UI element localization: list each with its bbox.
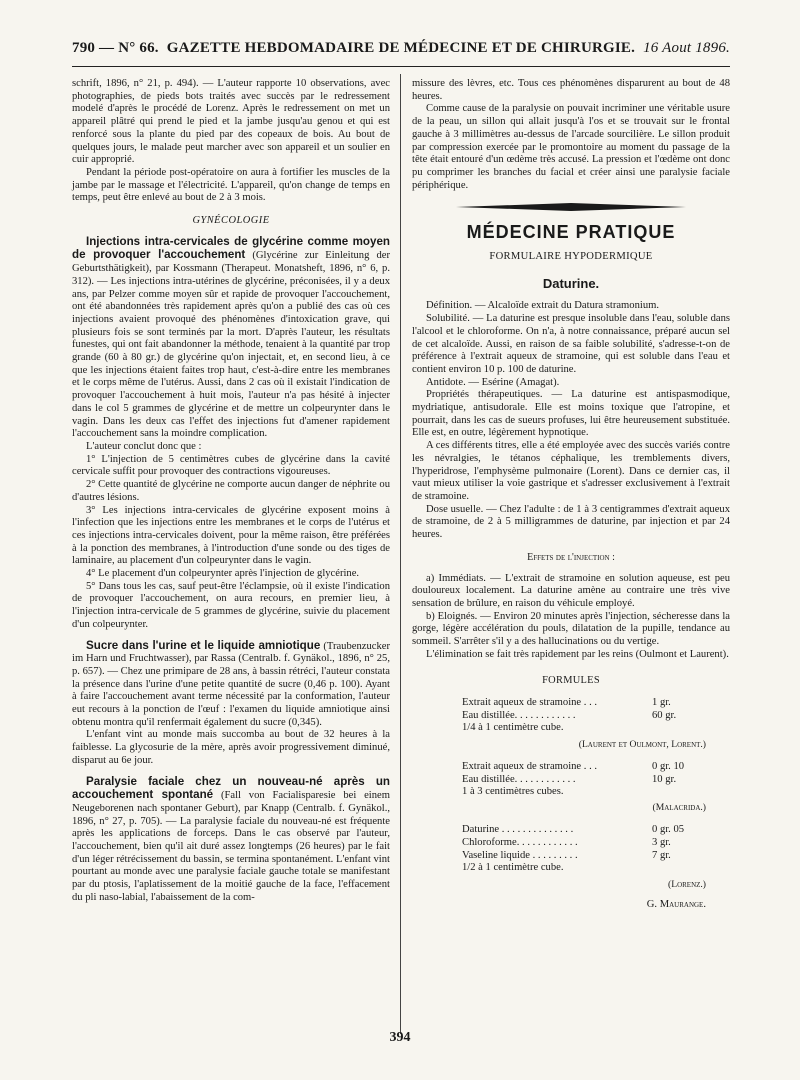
- article-title: Injections intra-cervicales de glycérine comme moyen de provoquer l'accouchement: [72, 234, 390, 262]
- list-item: 2° Cette quantité de glycérine ne comporte aucun danger de néphrite ou d'autres lésions.: [72, 479, 390, 503]
- formula-source: (Laurent et Oulmont, Lorent.): [578, 738, 706, 750]
- left-column: [72, 78, 390, 905]
- list-item: 3° Les injections intra-cervicales de glycérine exposent moins à l'infection que les injections entre les membranes et le corps de l'utérus et ces injections intra-cervicales doivent, pour la même raison, être préférées à la ponction des membranes, à l'introduction d'une sonde ou des tiges de laminaire, au placement d'un colpeurynter dans le vagin.: [72, 504, 390, 567]
- paragraph: Propriétés thérapeutiques. — La daturine est antispasmodique, mydriatique, antisudorale. Elle est moins toxique que l'atropine, et pourrait, dans les cas de sueurs profuses, lui être heureusement substituée. Elle est, en outre, légèrement hypnotique.: [412, 389, 730, 439]
- paragraph: Définition. — Alcaloïde extrait du Datura stramonium.: [426, 300, 660, 312]
- article-paralysie: [72, 776, 390, 905]
- formula-row: Eau distillée. . . . . . . . . . . . 60 gr.: [462, 710, 677, 722]
- formula-1: [462, 696, 722, 722]
- formula-2: [462, 760, 722, 786]
- list-item: 4° Le placement d'un colpeurynter après l'injection de glycérine.: [86, 568, 360, 580]
- issue-date: 16 Aout 1896.: [643, 40, 730, 56]
- column-divider: [400, 74, 401, 1034]
- formula-3: [462, 823, 722, 862]
- formula-source: (Malacrida.): [652, 802, 706, 814]
- right-column: [412, 78, 730, 912]
- article-injections: [72, 236, 390, 441]
- issue-number: 790 — N° 66.: [72, 40, 159, 56]
- formula-row: Chloroforme. . . . . . . . . . . . 3 gr.: [462, 836, 671, 848]
- ornament-divider: [412, 202, 730, 212]
- section-subtitle: FORMULAIRE HYPODERMIQUE: [489, 251, 653, 263]
- formula-row: Daturine . . . . . . . . . . . . . . 0 gr. 05: [462, 823, 685, 835]
- section-heading: GYNÉCOLOGIE: [192, 215, 270, 227]
- drug-title: Daturine.: [542, 275, 600, 291]
- paragraph: a) Immédiats. — L'extrait de stramoine en solution aqueuse, est peu douloureux localement. La daturine amène au contraire une très vive sensation de brûlure, en raison du véhicule employé.: [412, 572, 730, 609]
- paragraph: Comme cause de la paralysie on pouvait incriminer une véritable usure de la peau, un sillon qui allait jusqu'à l'os et se trouvait sur le frontal gauche à 3 millimètres au-dessus de l'arcade sourcilière. Le sillon produit par compression exercée par le promontoire au moment du passage de la tête était entouré d'un œdème très accusé. La pression et l'œdème ont donc pu comprimer les branches du facial et créer ainsi une paralysie faciale périphérique.: [412, 103, 730, 191]
- article-title: Sucre dans l'urine et le liquide amniotique: [86, 638, 321, 652]
- article-title: Paralysie faciale chez un nouveau-né après un accouchement spontané: [72, 774, 390, 802]
- page-number: 394: [389, 1030, 411, 1045]
- ornament-rule-icon: [456, 202, 686, 212]
- article-sucre: [72, 640, 390, 730]
- header-rule: [72, 66, 730, 67]
- paragraph: L'auteur conclut donc que :: [86, 440, 202, 452]
- paragraph: missure des lèvres, etc. Tous ces phénomènes disparurent au bout de 48 heures.: [412, 78, 730, 102]
- formula-row: Vaseline liquide . . . . . . . . . 7 gr.: [462, 849, 671, 861]
- formula-row: Eau distillée. . . . . . . . . . . . 10 gr.: [462, 773, 677, 785]
- formula-source: (Lorenz.): [668, 878, 706, 890]
- article-body: (Glycérine zur Einleitung der Geburtsthätigkeit), par Kossmann (Therapeut. Monatsheft, 1896, n° 6, p. 312). — Les injections intra-utérines de glycérine, préconisées, il y a deux ans, par Pelzer comme moyen sûr et rapide de provoquer l'accouchement, ont été abandonnées très rapidement après qu'on a publié des cas où ces injections avaient provoqué des phénomènes d'intoxication grave, qui plusieurs fois se sont terminés par la mort. D'après l'auteur, les résultats funestes, qui ont fait abandonner la méthode, tenaient à la quantité par trop grande (60 à 80 gr.) de glycérine qu'on injectait, et, en second lieu, à ce que les injections étaient faites trop haut, c'est-à-dire entre les membranes et le corps même de l'utérus. Aussi, dans 2 cas où il existait l'indication de provoquer l'accouchement à huit mois, l'auteur n'a pas hésité à injecter dans le col 5 grammes de glycérine et de mettre un colpeurynter dans le vagin. Dans les deux cas l'effet des injections fut d'amener rapidement l'accouchement sans la moindre complication.: [72, 250, 390, 440]
- formula-dose: 1/2 à 1 centimètre cube.: [462, 861, 564, 873]
- list-item: 1° L'injection de 5 centimètres cubes de glycérine dans la cavité cervicale suffit pour provoquer des contractions vigoureuses.: [72, 453, 390, 478]
- article-body: (Traubenzucker im Harn und Fruchtwasser), par Rassa (Centralb. f. Gynäkol., 1896, n° 25, p. 657). — Chez une primipare de 28 ans, à bassin rétréci, l'auteur constata la présence dans l'urine d'une petite quantité de sucre (0,46 p. 100). Ayant à faire l'accouchement avant terme nécessité par la conformation, l'auteur eut recours à la ponction de l'œuf : l'examen du liquide amniotique ainsi obtenu montra qu'il renfermait également du sucre (0,345).: [72, 640, 390, 728]
- paragraph: Pendant la période post-opératoire on aura à fortifier les muscles de la jambe par le massage et l'électricité. L'appareil, qu'on change de temps en temps, peut être enlevé au bout de 2 à 3 mois.: [72, 166, 390, 204]
- paragraph: A ces différents titres, elle a été employée avec des succès variés contre les névralgies, le tétanos céphalique, les tremblements divers, l'hyperidrose, l'emphysème pulmonaire (Lorent). Dans ce dernier cas, il vaut mieux utiliser la voie gastrique et s'adresser exclusivement à l'extrait de stramoine.: [412, 440, 730, 502]
- paragraph: Dose usuelle. — Chez l'adulte : de 1 à 3 centigrammes d'extrait aqueux de stramoine, de 2 à 5 milligrammes de daturine, par injection et par 24 heures.: [412, 503, 730, 541]
- paragraph: b) Eloignés. — Environ 20 minutes après l'injection, sécheresse dans la gorge, légère accélération du pouls, dilatation de la pupille, tendance au sommeil. S'arrêter s'il y a des hallucinations ou du vertige.: [412, 610, 730, 648]
- formula-dose: 1/4 à 1 centimètre cube.: [462, 722, 564, 734]
- formula-row: Extrait aqueux de stramoine . . . 1 gr.: [462, 697, 671, 709]
- paragraph: L'enfant vint au monde mais succomba au bout de 32 heures à la faiblesse. La glycosurie de la mère, après avoir progressivement diminué, disparut au 6e jour.: [72, 729, 390, 766]
- running-header: [72, 40, 730, 62]
- journal-title: GAZETTE HEBDOMADAIRE DE MÉDECINE ET DE CHIRURGIE.: [166, 40, 636, 56]
- formula-dose: 1 à 3 centimètres cubes.: [462, 785, 564, 797]
- paragraph: Antidote. — Esérine (Amagat).: [426, 376, 560, 388]
- formules-heading: FORMULES: [542, 675, 600, 687]
- list-item: 5° Dans tous les cas, sauf peut-être l'éclampsie, où il existe l'indication de provoquer l'accouchement, on aura recours, en premier lieu, à l'injection intra-cervicale de 5 grammes de glycérine, suivie du placement d'un colpeurynter.: [72, 580, 390, 630]
- paragraph: schrift, 1896, n° 21, p. 494). — L'auteur rapporte 10 observations, avec photographies, de pieds bots traités avec succès par le redressement modelé d'après le procédé de Lorenz. Après le redressement on met un appareil plâtré qui prend le pied et la jambe jusqu'au genou et qui est renforcé sous la plante du pied par des copeaux de bois. Au bout de quelques jours, le malade peut marcher avec son appareil et un soulier en cuir approprié.: [72, 78, 390, 166]
- paragraph: Solubilité. — La daturine est presque insoluble dans l'eau, soluble dans l'alcool et le chloroforme. On n'a, à notre connaissance, préparé aucun sel de cet alcaloïde. Aussi, en raison de sa faible solubilité, s'adresse-t-on de préférence à l'extrait aqueux de stramoine, qui est soluble dans l'eau et contient environ 10 p. 100 de daturine.: [412, 313, 730, 375]
- article-body: (Fall von Facialisparesie bei einem Neugeborenen nach spontaner Geburt), par Knapp (Centralb. f. Gynäkol., 1896, n° 27, p. 705). — La paralysie faciale du nouveau-né est fréquente après les applications de forceps. Dans le cas observé par l'auteur, l'accouchement, bien qu'il ait duré assez longtemps (26 heures) par le fait d'un léger rétrécissement du bassin, se termina spontanément. L'enfant vint pourtant au monde avec une paralysie faciale gauche totale se manifestant par du ptosis, l'aplatissement de la moitié gauche de la face, l'effacement du pli naso-labial, l'abaissement de la com-: [72, 790, 390, 903]
- paragraph: L'élimination se fait très rapidement par les reins (Oulmont et Laurent).: [426, 648, 729, 660]
- effets-heading: Effets de l'injection :: [527, 551, 615, 563]
- formula-row: Extrait aqueux de stramoine . . . 0 gr. 10: [462, 760, 685, 772]
- section-title: MÉDECINE PRATIQUE: [466, 222, 676, 243]
- author-signature: G. Maurange.: [646, 899, 706, 911]
